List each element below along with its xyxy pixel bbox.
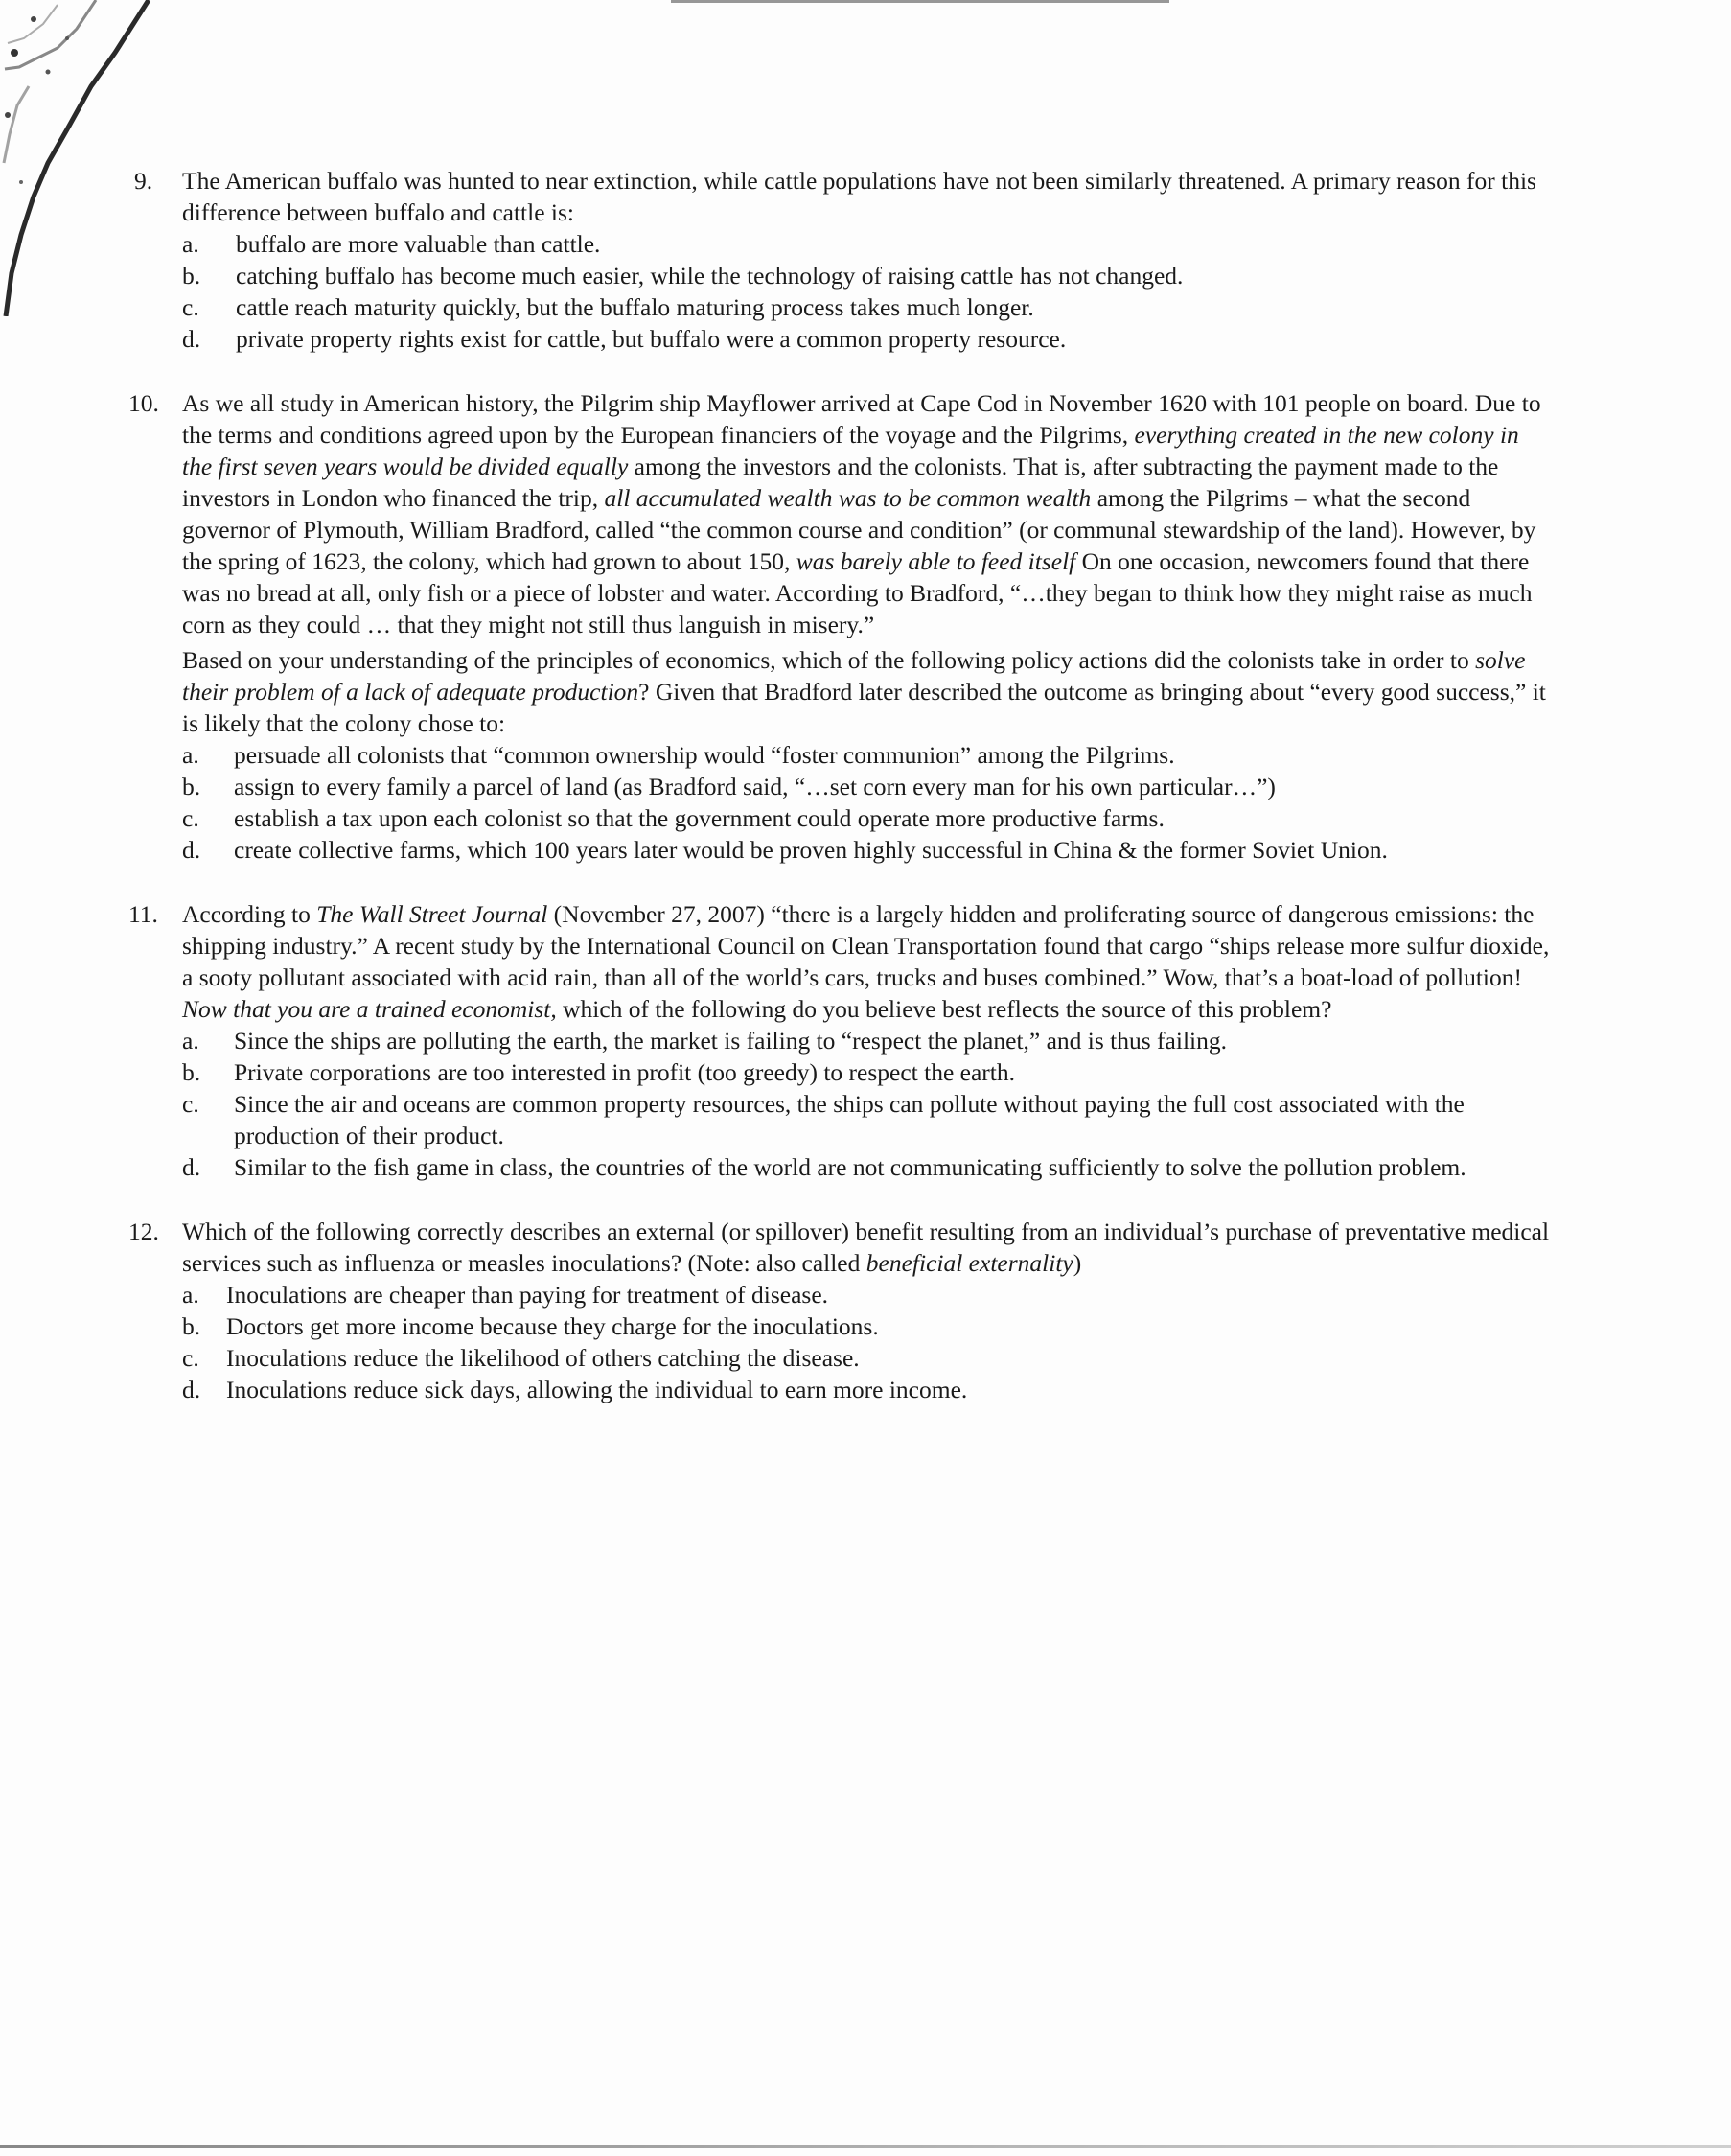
question (134, 165, 1553, 355)
text-segment: ? Given that Bradford later described the outcome as bringing about “every good success,” it is likely that the colony chose to: (182, 678, 1546, 737)
answer-option (182, 834, 1553, 866)
option-letter: b. (182, 262, 201, 290)
answer-option (182, 1374, 1553, 1405)
text-segment: On one occasion, newcomers found that there was no bread at all, only fish or a piece of lobster and water. According to Bradford, “…they began to think how they might raise as much corn as they could … that they might not still thus languish in misery.” (182, 547, 1533, 638)
option-letter: b. (182, 1058, 201, 1086)
option-text: buffalo are more valuable than cattle. (236, 230, 601, 258)
option-text: create collective farms, which 100 years later would be proven highly successful in China & the former Soviet Union. (234, 836, 1388, 864)
text-segment: As we all study in American history, the Pilgrim ship Mayflower arrived at Cape Cod in November 1620 with 101 people on board. Due to the terms and conditions agreed upon by the European financiers of the voyage and the Pilgrims, (182, 389, 1541, 449)
option-letter: d. (182, 836, 201, 864)
answer-options (182, 1279, 1553, 1405)
question-number: 11. (128, 900, 158, 928)
answer-option (182, 1025, 1553, 1056)
option-text: Inoculations reduce sick days, allowing the individual to earn more income. (226, 1376, 968, 1403)
option-letter: c. (182, 293, 199, 321)
question (128, 1216, 1553, 1405)
option-letter: d. (182, 325, 201, 353)
italic-text: solve their problem of a lack of adequate production (182, 646, 1526, 706)
answer-option (182, 1056, 1553, 1088)
worksheet-page (128, 165, 1553, 1438)
question-text (182, 387, 1553, 640)
option-text: Since the air and oceans are common property resources, the ships can pollute without paying the full cost associated with the production of their product. (234, 1090, 1465, 1149)
option-letter: b. (182, 1312, 201, 1340)
text-segment: Based on your understanding of the principles of economics, which of the following policy actions did the colonists take in order to (182, 646, 1476, 674)
italic-text: all accumulated wealth was to be common wealth (604, 484, 1092, 512)
option-letter: c. (182, 1090, 199, 1118)
option-text: catching buffalo has become much easier, while the technology of raising cattle has not changed. (236, 262, 1184, 290)
option-letter: a. (182, 1027, 199, 1055)
answer-option (182, 291, 1553, 323)
answer-option (182, 228, 1553, 260)
answer-option (182, 1310, 1553, 1342)
option-letter: a. (182, 741, 199, 769)
option-text: establish a tax upon each colonist so that the government could operate more productive farms. (234, 804, 1165, 832)
text-segment: Which of the following correctly describes an external (or spillover) benefit resulting from an individual’s purchase of preventative medical services such as influenza or measles inoculations? (Note: also called (182, 1217, 1550, 1277)
question (128, 387, 1553, 866)
option-text: Since the ships are polluting the earth, the market is failing to “respect the planet,” and is thus failing. (234, 1027, 1227, 1055)
option-text: Inoculations reduce the likelihood of others catching the disease. (226, 1344, 860, 1372)
option-text: persuade all colonists that “common ownership would “foster communion” among the Pilgrims. (234, 741, 1175, 769)
question-text (182, 1216, 1553, 1279)
option-letter: c. (182, 804, 199, 832)
text-segment: The American buffalo was hunted to near extinction, while cattle populations have not been similarly threatened. A primary reason for this difference between buffalo and cattle is: (182, 167, 1536, 226)
answer-options (182, 1025, 1553, 1183)
option-text: cattle reach maturity quickly, but the buffalo maturing process takes much longer. (236, 293, 1034, 321)
option-text: private property rights exist for cattle, but buffalo were a common property resource. (236, 325, 1067, 353)
answer-option (182, 739, 1553, 771)
scan-top-edge (671, 0, 1169, 3)
text-segment: which of the following do you believe best reflects the source of this problem? (556, 995, 1332, 1023)
question-text (182, 165, 1553, 228)
option-letter: d. (182, 1376, 201, 1403)
question-number: 9. (134, 167, 153, 195)
text-segment: ) (1073, 1249, 1082, 1277)
option-text: Doctors get more income because they charge for the inoculations. (226, 1312, 879, 1340)
answer-option (182, 1151, 1553, 1183)
answer-option (182, 323, 1553, 355)
text-segment: According to (182, 900, 317, 928)
option-letter: a. (182, 1281, 199, 1309)
scan-bottom-edge (0, 2145, 1731, 2148)
italic-text: The Wall Street Journal (316, 900, 548, 928)
option-text: Similar to the fish game in class, the countries of the world are not communicating sufficiently to solve the pollution problem. (234, 1153, 1466, 1181)
italic-text: Now that you are a trained economist, (182, 995, 557, 1023)
question-text (182, 644, 1553, 739)
text-segment: among the Pilgrims – what the second governor of Plymouth, William Bradford, called “the common course and condition” (or communal stewardship of the land). However, by the spring of 1623, the colony, which had grown to about 150, (182, 484, 1536, 575)
option-text: assign to every family a parcel of land (as Bradford said, “…set corn every man for his own particular…”) (234, 773, 1276, 800)
option-letter: b. (182, 773, 201, 800)
question-number: 12. (128, 1217, 159, 1245)
answer-option (182, 1342, 1553, 1374)
italic-text: beneficial externality (866, 1249, 1073, 1277)
question-text (182, 898, 1553, 1025)
answer-option (182, 771, 1553, 802)
answer-option (182, 260, 1553, 291)
option-letter: a. (182, 230, 199, 258)
italic-text: was barely able to feed itself (796, 547, 1076, 575)
option-text: Private corporations are too interested in profit (too greedy) to respect the earth. (234, 1058, 1015, 1086)
text-segment: among the investors and the colonists. That is, after subtracting the payment made to the investors in London who financed the trip, (182, 452, 1499, 512)
answer-options (182, 739, 1553, 866)
answer-option (182, 1279, 1553, 1310)
answer-option (182, 802, 1553, 834)
question (128, 898, 1553, 1183)
answer-options (182, 228, 1553, 355)
italic-text: everything created in the new colony in the first seven years would be divided equally (182, 421, 1519, 480)
question-number: 10. (128, 389, 159, 417)
option-text: Inoculations are cheaper than paying for treatment of disease. (226, 1281, 829, 1309)
option-letter: c. (182, 1344, 199, 1372)
option-letter: d. (182, 1153, 201, 1181)
text-segment: (November 27, 2007) “there is a largely hidden and proliferating source of dangerous emissions: the shipping industry.” A recent study by the International Council on Clean Transportation found that cargo “ships release more sulfur dioxide, a sooty pollutant associated with acid rain, than all of the world’s cars, trucks and buses combined.” Wow, that’s a boat-load of pollution! (182, 900, 1550, 991)
answer-option (182, 1088, 1553, 1151)
